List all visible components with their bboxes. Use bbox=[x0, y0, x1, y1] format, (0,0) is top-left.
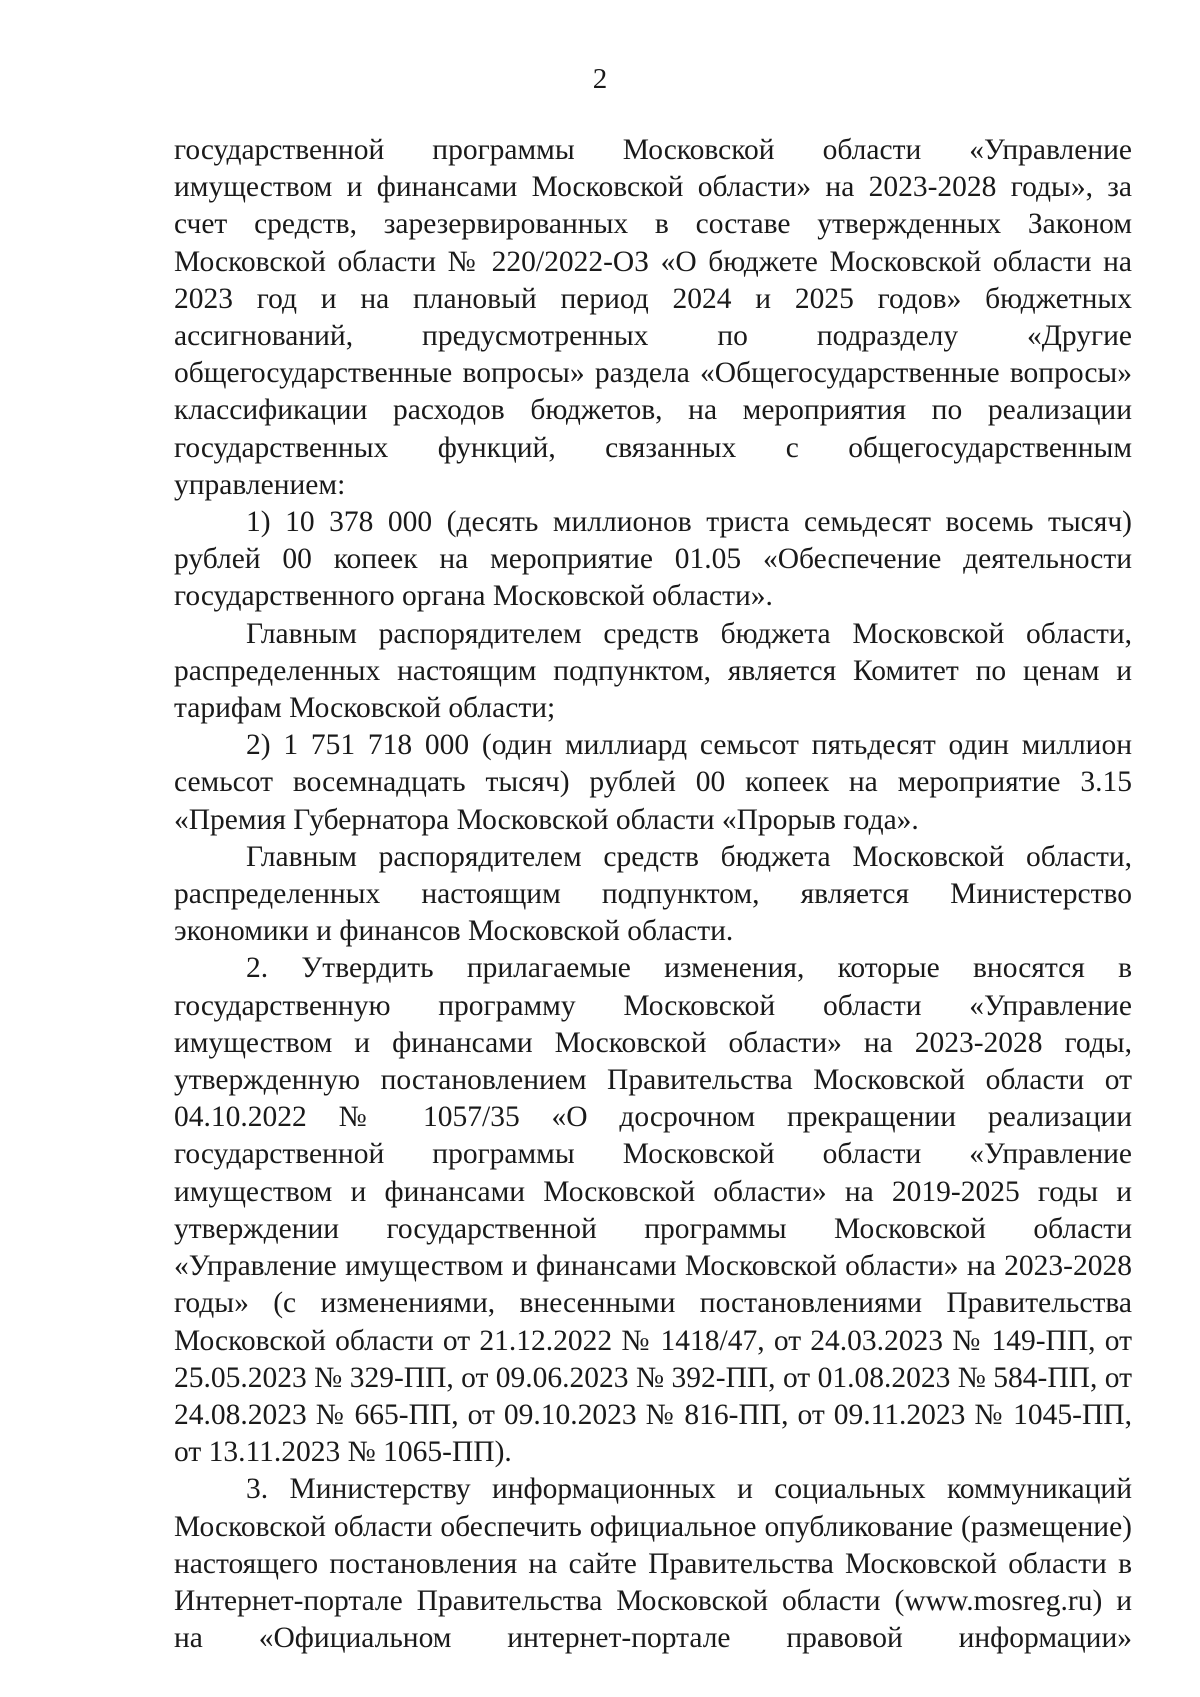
paragraph-clause-2: 2. Утвердить прилагаемые изменения, которые вносятся в государственную программу Московской области «Управление имуществом и финансами Московской области» на 2023-2028 годы, утвержденную постановлением Правительства Московской области от 04.10.2022 № 1057/35 «О досрочном прекращении реализации государственной программы Московской области «Управление имуществом и финансами Московской области» на 2019-2025 годы и утверждении государственной программы Московской области «Управление имуществом и финансами Московской области» на 2023-2028 годы» (с изменениями, внесенными постановлениями Правительства Московской области от 21.12.2022 № 1418/47, от 24.03.2023 № 149-ПП, от 25.05.2023 № 329-ПП, от 09.06.2023 № 392-ПП, от 01.08.2023 № 584-ПП, от 24.08.2023 № 665-ПП, от 09.10.2023 № 816-ПП, от 09.11.2023 № 1045-ПП, от 13.11.2023 № 1065-ПП). bbox=[174, 952, 1132, 1469]
paragraph-intro: государственной программы Московской области «Управление имуществом и финансами Московской области» на 2023-2028 годы», за счет средств, зарезервированных в составе утвержденных Законом Московской области № 220/2022-ОЗ «О бюджете Московской области на 2023 год и на плановый период 2024 и 2025 годов» бюджетных ассигнований, предусмотренных по подразделу «Другие общегосударственные вопросы» раздела «Общегосударственные вопросы» классификации расходов бюджетов, на мероприятия по реализации государственных функций, связанных с общегосударственным управлением: bbox=[174, 134, 1132, 501]
paragraph-item-2-manager: Главным распорядителем средств бюджета Московской области, распределенных настоящим подпунктом, является Министерство экономики и финансов Московской области. bbox=[174, 840, 1132, 948]
paragraph-item-1-manager: Главным распорядителем средств бюджета Московской области, распределенных настоящим подпунктом, является Комитет по ценам и тарифам Московской области; bbox=[174, 617, 1132, 725]
paragraph-item-2: 2) 1 751 718 000 (один миллиард семьсот пятьдесят один миллион семьсот восемнадцать тысяч) рублей 00 копеек на мероприятие 3.15 «Премия Губернатора Московской области «Прорыв года». bbox=[174, 729, 1132, 836]
page-number: 2 bbox=[592, 63, 608, 95]
paragraph-clause-3: 3. Министерству информационных и социальных коммуникаций Московской области обеспечить официальное опубликование (размещение) настоящего постановления на сайте Правительства Московской области в Интернет-портале Правительства Московской области (www.mosreg.ru) и на «Официальном интернет-портале правовой информации» bbox=[174, 1473, 1132, 1655]
paragraph-item-1: 1) 10 378 000 (десять миллионов триста семьдесят восемь тысяч) рублей 00 копеек на мероприятие 01.05 «Обеспечение деятельности государственного органа Московской области». bbox=[174, 506, 1132, 613]
document-body bbox=[174, 132, 1132, 1657]
